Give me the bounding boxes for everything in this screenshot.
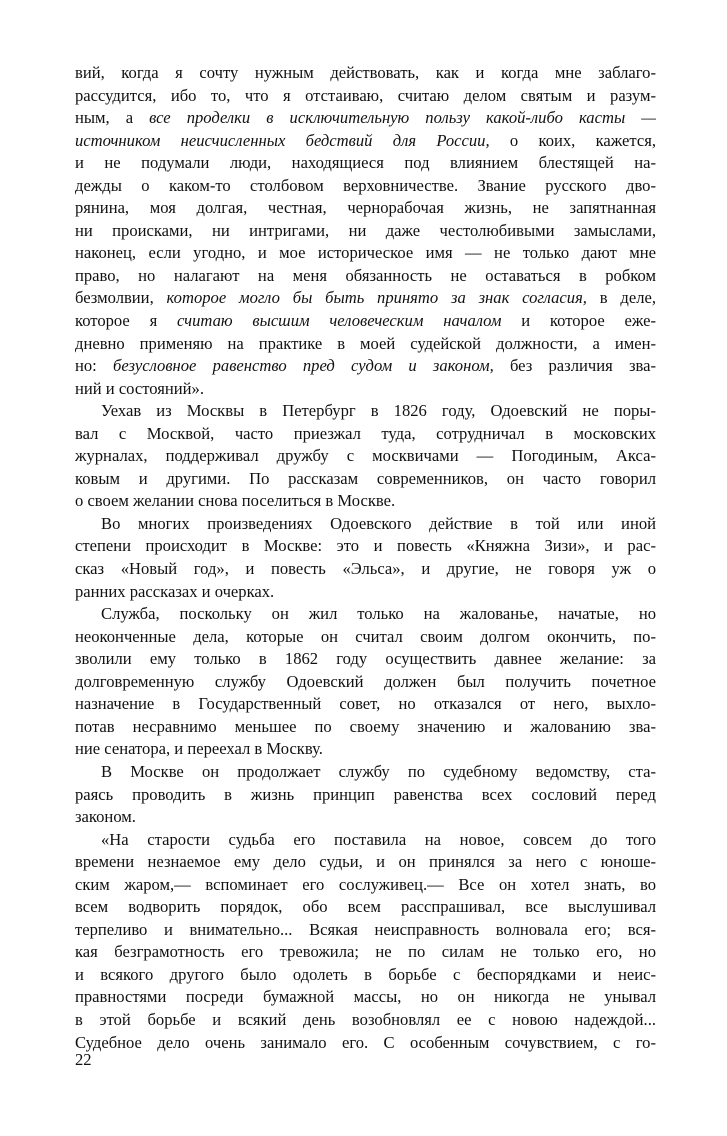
text: терпеливо и внимательно... Всякая неисправность волновала его; вся- [75,919,656,939]
text-line [75,152,656,175]
text: вал с Москвой, часто приезжал туда, сотрудничал в московских [75,423,656,443]
text-line [75,445,656,468]
text: В Москве он продолжает службу по судебному ведомству, ста- [101,761,656,781]
text-line [75,468,656,491]
text: право, но налагают на меня обязанность не оставаться в робком [75,265,656,285]
text: и всякого другого было одолеть в борьбе с беспорядками и неис- [75,964,656,984]
text: ни происками, ни интригами, ни даже честолюбивыми замыслами, [75,220,656,240]
text: Служба, поскольку он жил только на жалованье, начатые, но [101,604,656,624]
text: без различия зва- [493,356,656,376]
text-line [75,197,656,220]
text: «На старости судьба его поставила на новое, совсем до того [101,829,656,849]
text-line [75,220,656,243]
text-line [75,490,656,513]
text: Во многих произведениях Одоевского действие в той или иной [101,513,656,533]
text: и не подумали люди, находящиеся под влиянием блестящей на- [75,153,656,173]
text: ний и состояний». [75,378,204,398]
text-line [75,671,656,694]
text-line [75,851,656,874]
paragraph [75,400,656,513]
text-line [75,716,656,739]
paragraph [75,603,656,761]
text-line [75,829,656,852]
text: долговременную службу Одоевский должен был получить почетное [75,671,656,691]
text: о своем желании снова поселиться в Москве. [75,491,396,511]
text: всем водворить порядок, обо всем расспрашивал, все выслушивал [75,897,656,917]
text: рассудится, ибо то, что я отстаиваю, считаю делом святым и разум- [75,85,656,105]
text-line [75,964,656,987]
text: рянина, моя долгая, честная, чернорабочая жизнь, не запятнанная [75,198,656,218]
text: Судебное дело очень занимало его. С особенным сочувствием, с го- [75,1032,656,1052]
text: безмолвии, [75,288,167,308]
text: журналах, поддерживал дружбу с москвичами — Погодиным, Акса- [75,446,656,466]
italic-text: источником неисчисленных бедствий для России, [75,130,490,150]
text-line [75,919,656,942]
text-line [75,265,656,288]
text-line [75,62,656,85]
text: ранних рассказах и очерках. [75,581,275,601]
text: дежды о каком-то столбовом верховничестве. Звание русского дво- [75,175,656,195]
text-line [75,400,656,423]
text-line [75,941,656,964]
text-line [75,874,656,897]
text-line [75,287,656,310]
text-line [75,1032,656,1055]
text-line [75,535,656,558]
text: раясь проводить в жизнь принцип равенства всех сословий перед [75,784,656,804]
text: кая безграмотность его тревожила; не по силам не только его, но [75,942,656,962]
paragraph [75,829,656,1054]
italic-text: которое могло бы быть принято за знак согласия, [166,288,587,308]
text-line [75,738,656,761]
page-number: 22 [75,1050,92,1069]
text-line [75,784,656,807]
italic-text: все проделки в исключительную пользу какой-либо касты — [149,108,656,128]
paragraph [75,62,656,400]
text: о коих, кажется, [489,130,656,150]
text-line [75,310,656,333]
text: вий, когда я сочту нужным действовать, как и когда мне заблаго- [75,63,656,82]
text-line [75,603,656,626]
text: наконец, если угодно, и мое историческое имя — не только дают мне [75,243,656,263]
text-line [75,626,656,649]
text: Уехав из Москвы в Петербург в 1826 году, Одоевский не поры- [101,401,656,421]
paragraph [75,513,656,603]
text-line [75,107,656,130]
text-line [75,130,656,153]
text: степени происходит в Москве: это и повесть «Княжна Зизи», и рас- [75,536,656,556]
text-line [75,423,656,446]
text-line [75,648,656,671]
text-line [75,242,656,265]
text: назначение в Государственный совет, но отказался от него, выхло- [75,694,656,714]
text-line [75,896,656,919]
text-line [75,175,656,198]
text-line [75,333,656,356]
text-line [75,85,656,108]
text: которое я [75,311,178,331]
text: ние сенатора, и переехал в Москву. [75,739,323,759]
text: ным, а [75,108,150,128]
page-body-text [75,62,656,1054]
text: в деле, [586,288,656,308]
text: законом. [75,807,136,827]
text: правностями посреди бумажной массы, но он никогда не унывал [75,987,656,1007]
text-line [75,761,656,784]
text: ским жаром,— вспоминает его сослуживец.— Все он хотел знать, во [75,874,656,894]
text: сказ «Новый год», и повесть «Эльса», и другие, не говоря уж о [75,559,656,579]
text-line [75,581,656,604]
text: неоконченные дела, которые он считал своим долгом окончить, по- [75,626,656,646]
italic-text: безусловное равенство пред судом и законом, [113,356,494,376]
text-line [75,693,656,716]
text: потав несравнимо меньшее по своему значению и жалованию зва- [75,716,656,736]
text-line [75,558,656,581]
text: в этой борьбе и всякий день возобновлял ее с новою надеждой... [75,1009,656,1029]
text-line [75,355,656,378]
italic-text: считаю высшим человеческим началом [177,311,502,331]
text: дневно применяю на практике в моей судейской должности, а имен- [75,333,656,353]
text: времени незнаемое ему дело судьи, и он принялся за него с юноше- [75,852,656,872]
text-line [75,513,656,536]
paragraph [75,761,656,829]
text-line [75,806,656,829]
text: ковым и другими. По рассказам современников, он часто говорил [75,468,656,488]
text: но: [75,356,113,376]
text-line [75,986,656,1009]
text: зволили ему только в 1862 году осуществить давнее желание: за [75,649,656,669]
text: и которое еже- [501,311,656,331]
text-line [75,1009,656,1032]
text-line [75,378,656,401]
